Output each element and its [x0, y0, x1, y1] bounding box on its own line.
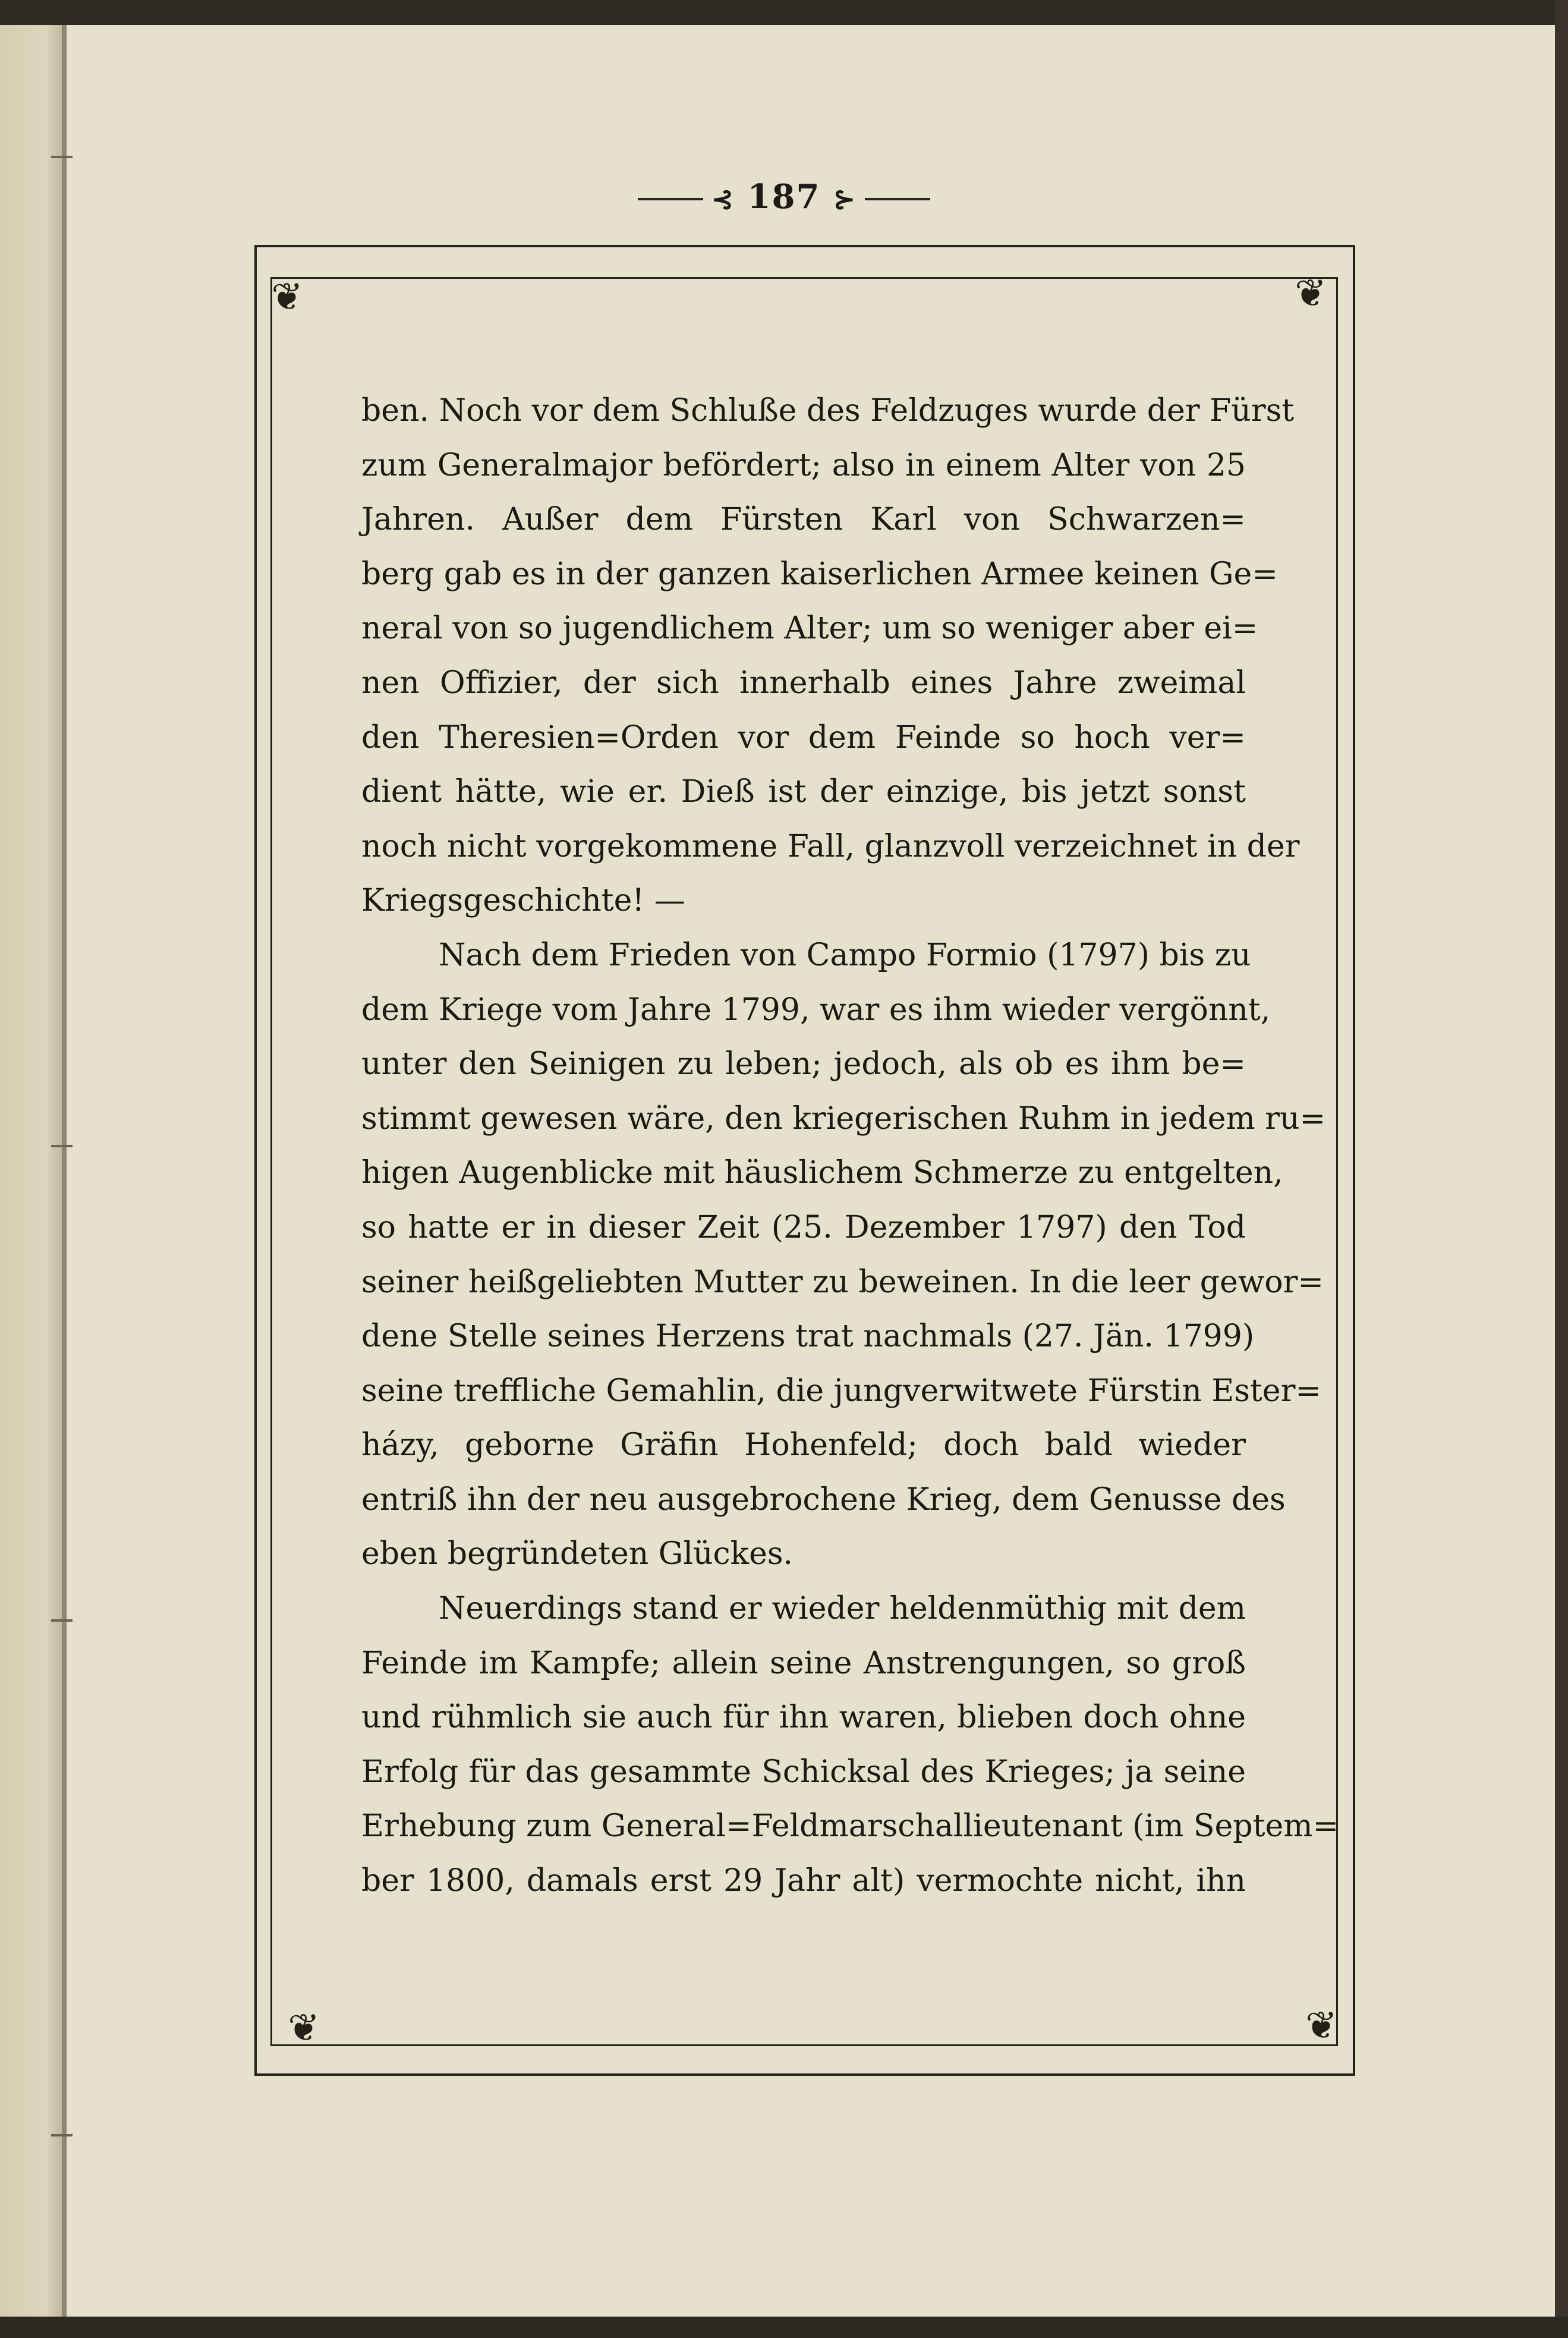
header-rule-left [638, 198, 703, 200]
text-line: dient hätte, wie er. Dieß ist der einzige, bis jetzt sonst [361, 774, 1246, 810]
text-line: Erhebung zum General=Feldmarschallieutenant (im Septem= [361, 1808, 1339, 1845]
ornament-left-icon: ⊰ [711, 184, 735, 215]
scan-border-right [1555, 0, 1568, 2338]
text-line: berg gab es in der ganzen kaiserlichen Armee keinen Ge= [361, 556, 1278, 592]
page-number-header [0, 177, 1568, 216]
corner-ornament-icon: ❦ [1295, 272, 1327, 316]
ornament-right-icon: ⊱ [833, 184, 857, 215]
page-number: 187 [747, 177, 821, 216]
edge-tab-mark [51, 2134, 73, 2136]
text-line: entriß ihn der neu ausgebrochene Krieg, dem Genusse des [361, 1481, 1286, 1518]
scan-border-bottom [0, 2317, 1568, 2338]
body-text [361, 384, 1339, 1909]
text-line: seine treffliche Gemahlin, die jungverwitwete Fürstin Ester= [361, 1373, 1321, 1409]
text-line: Kriegsgeschichte! — [361, 883, 685, 919]
edge-tab-mark [51, 1145, 73, 1147]
text-line: noch nicht vorgekommene Fall, glanzvoll verzeichnet in der [361, 828, 1300, 864]
left-page-edge [0, 25, 65, 2317]
text-line: zum Generalmajor befördert; also in einem Alter von 25 [361, 447, 1246, 483]
corner-ornament-icon: ❦ [1305, 2004, 1337, 2048]
text-line: Erfolg für das gesammte Schicksal des Krieges; ja seine [361, 1754, 1246, 1790]
book-gutter [62, 25, 67, 2317]
scan-border-top [0, 0, 1568, 25]
text-line: seiner heißgeliebten Mutter zu beweinen. In die leer gewor= [361, 1264, 1324, 1300]
text-line: unter den Seinigen zu leben; jedoch, als ob es ihm be= [361, 1046, 1246, 1083]
corner-ornament-icon: ❦ [288, 2006, 320, 2050]
corner-ornament-icon: ❦ [271, 275, 303, 319]
text-line: ben. Noch vor dem Schluße des Feldzuges wurde der Fürst [361, 393, 1295, 429]
text-line: higen Augenblicke mit häuslichem Schmerze zu entgelten, [361, 1155, 1283, 1191]
text-line: Feinde im Kampfe; allein seine Anstrengungen, so groß [361, 1645, 1246, 1681]
header-rule-right [865, 198, 930, 200]
text-line: Neuerdings stand er wieder heldenmüthig mit dem [439, 1591, 1246, 1627]
text-line: den Theresien=Orden vor dem Feinde so hoch ver= [361, 719, 1246, 756]
text-line: stimmt gewesen wäre, den kriegerischen Ruhm in jedem ru= [361, 1100, 1326, 1137]
text-line: so hatte er in dieser Zeit (25. Dezember 1797) den Tod [361, 1209, 1246, 1245]
text-line: Nach dem Frieden von Campo Formio (1797) bis zu [439, 937, 1251, 973]
edge-tab-mark [51, 156, 73, 158]
text-line: nen Offizier, der sich innerhalb eines Jahre zweimal [361, 665, 1246, 701]
text-line: ber 1800, damals erst 29 Jahr alt) vermochte nicht, ihn [361, 1863, 1246, 1899]
text-line: Jahren. Außer dem Fürsten Karl von Schwarzen= [361, 502, 1246, 538]
text-line: házy, geborne Gräfin Hohenfeld; doch bald wieder [361, 1427, 1246, 1464]
text-line: dem Kriege vom Jahre 1799, war es ihm wieder vergönnt, [361, 992, 1271, 1028]
text-line: und rühmlich sie auch für ihn waren, blieben doch ohne [361, 1700, 1246, 1736]
text-line: neral von so jugendlichem Alter; um so weniger aber ei= [361, 611, 1258, 647]
text-line: eben begründeten Glückes. [361, 1536, 794, 1572]
text-line: dene Stelle seines Herzens trat nachmals (27. Jän. 1799) [361, 1319, 1255, 1355]
edge-tab-mark [51, 1619, 73, 1622]
